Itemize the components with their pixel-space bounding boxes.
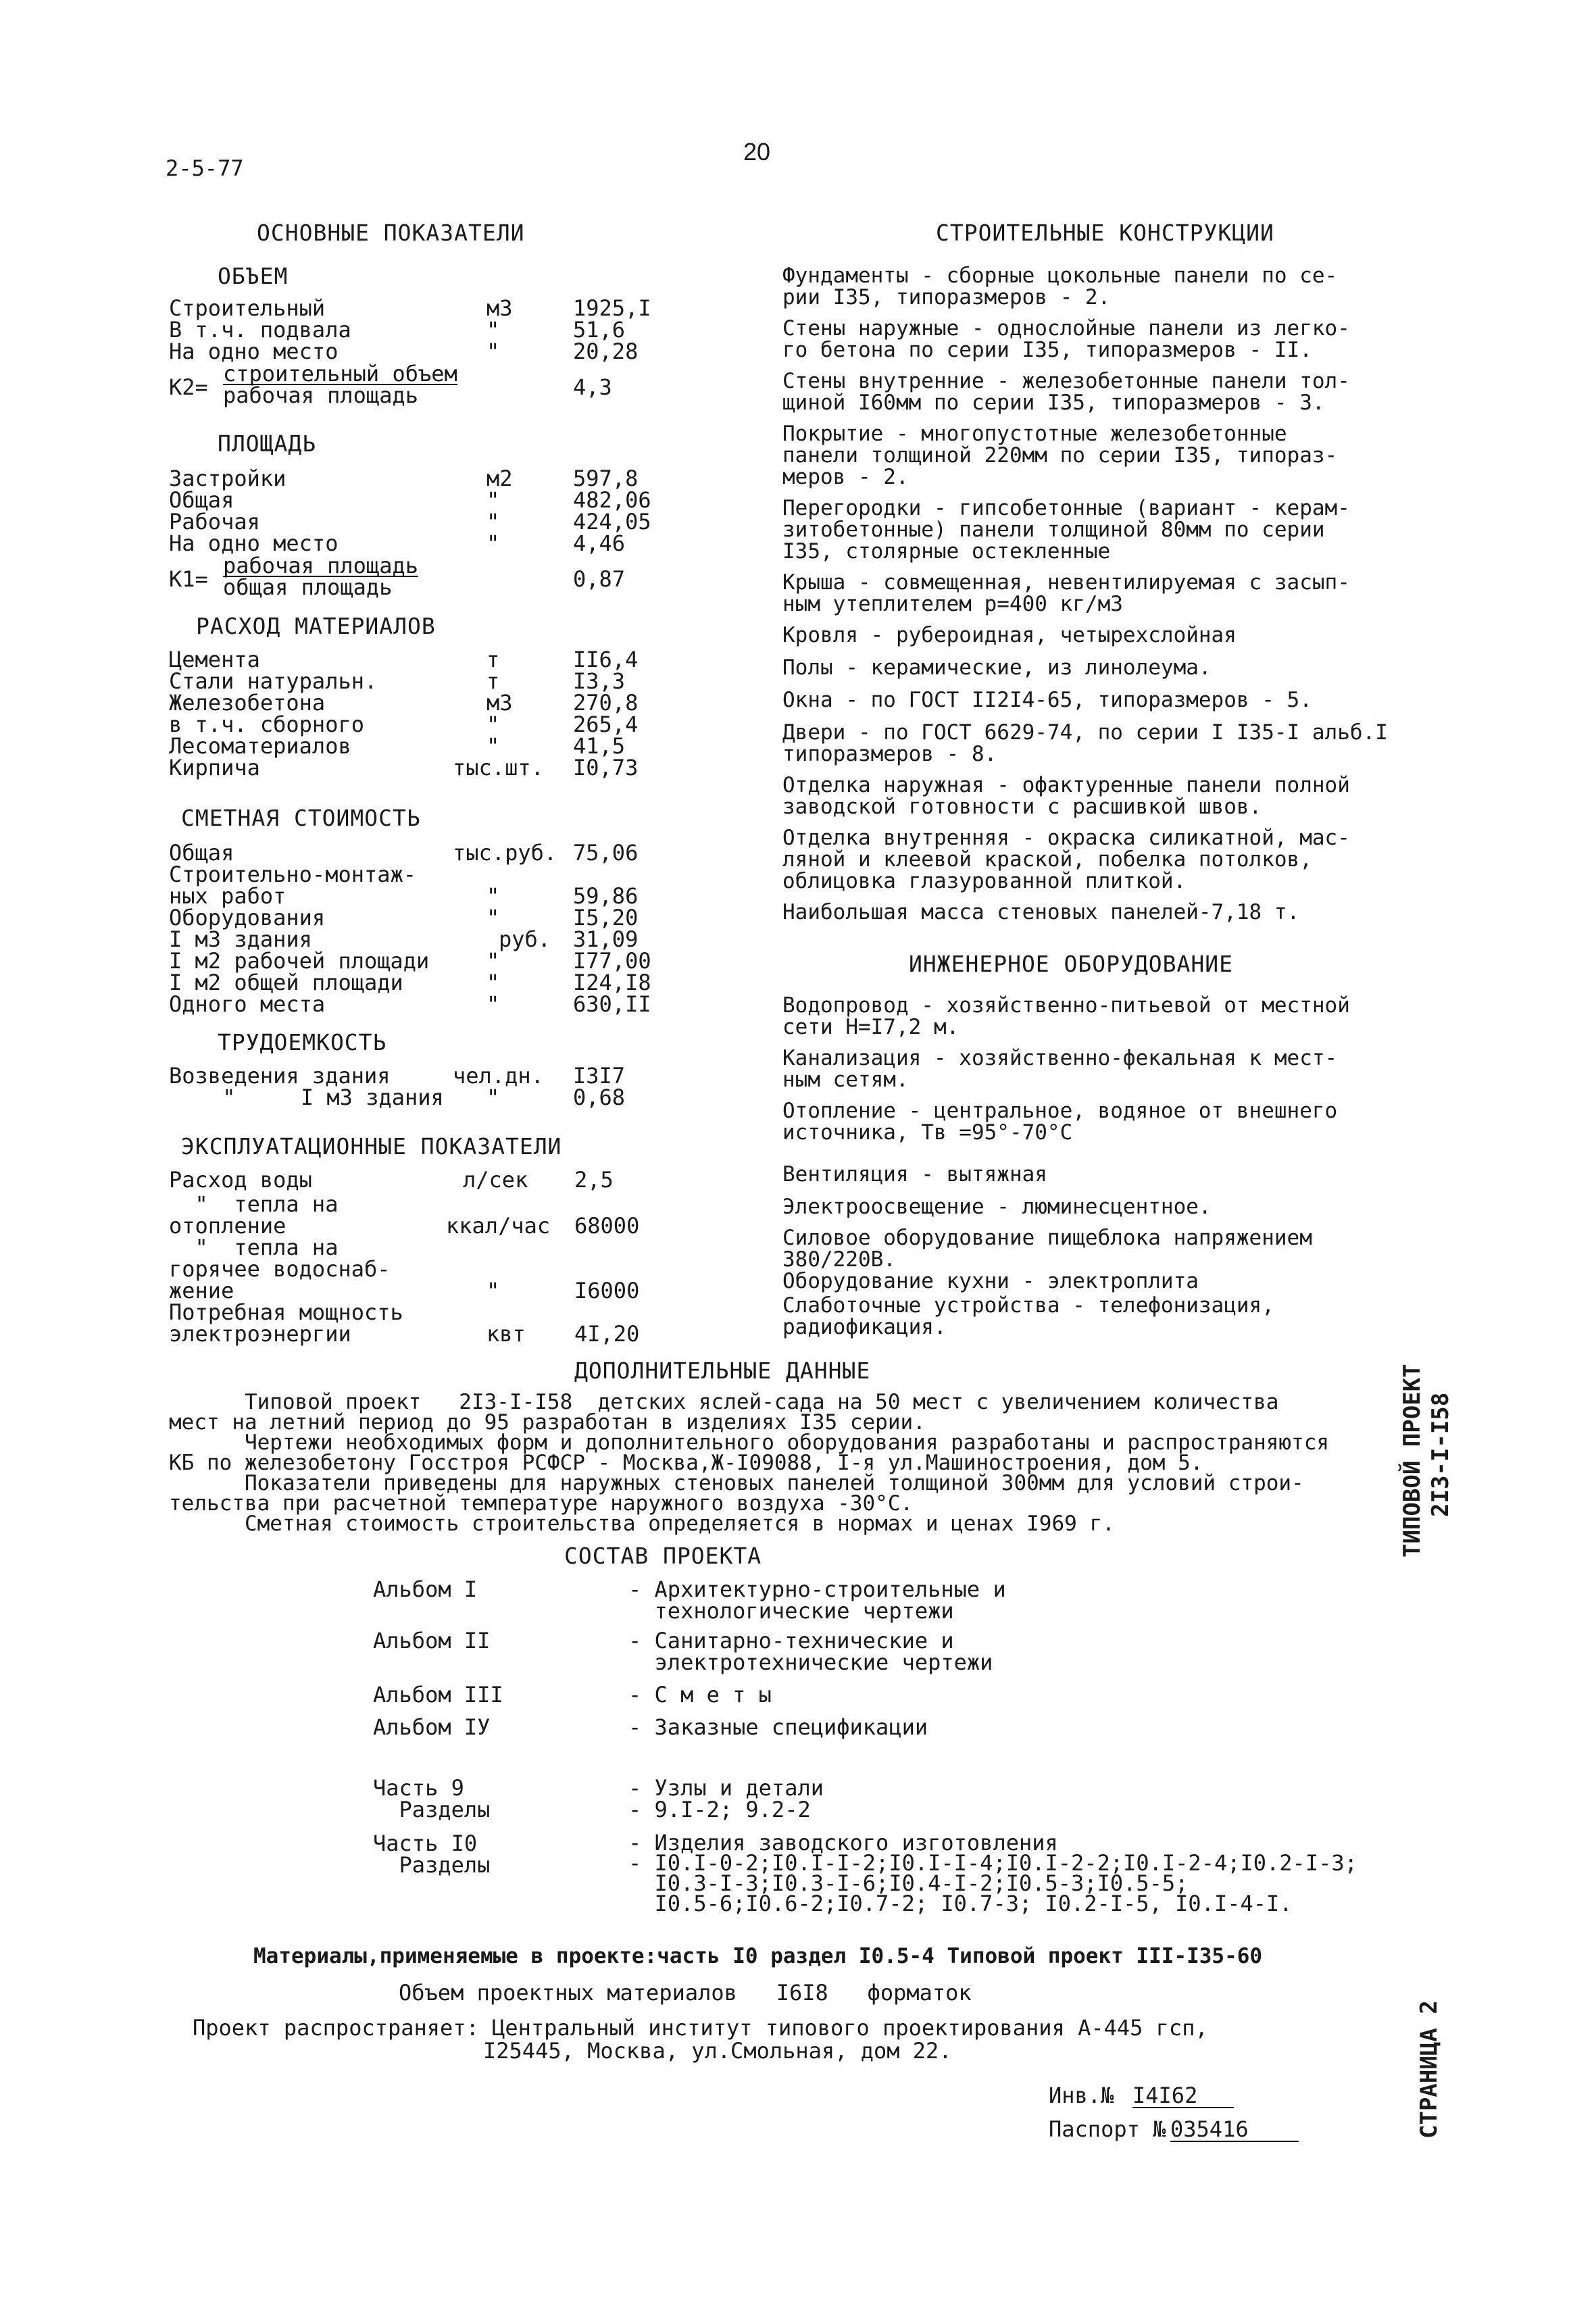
operation-row: " тепла на	[169, 1191, 339, 1217]
engineering-item: Электроосвещение - люминесцентное.	[782, 1195, 1212, 1219]
area-row: Застройки м2 597,8	[169, 466, 639, 491]
labor-row: " I м3 здания " 0,68	[209, 1085, 626, 1110]
side-project-title: ТИПОВОЙ ПРОЕКТ	[1399, 1364, 1426, 1558]
construction-item: Отделка внутренняя - окраска силикатной, мас- ляной и клеевой краской, побелка потолков, облицовка глазурованной плиткой.	[782, 826, 1350, 893]
labor-row: Возведения здания чел.дн. I3I7	[169, 1063, 626, 1089]
materials-used-line: Материалы,применяемые в проекте:часть I0 раздел I0.5-4 Типовой проект III-I35-60	[253, 1944, 1263, 1968]
engineering-item: Отопление - центральное, водяное от внешнего источника, Тв =95°-70°С	[782, 1099, 1338, 1145]
album-name: Альбом II	[373, 1628, 491, 1653]
distributor-line-2: I25445, Москва, ул.Смольная, дом 22.	[483, 2038, 952, 2064]
construction-item: Покрытие - многопустотные железобетонные панели толщиной 220мм по серии I35, типораз- меров - 2.	[782, 422, 1338, 489]
passport-label: Паспорт №	[1049, 2116, 1166, 2142]
operation-row: электроэнергии квт 4I,20	[169, 1321, 640, 1347]
additional-text: Типовой проект 2I3-I-I58 детских яслей-сада на 50 мест с увеличением количества мест на летний период до 95 разработан в изделиях I35 серии. Чертежи необходимых форм и дополнительного оборудования разработаны и распространяются КБ по железобетону Госстроя РСФСР - Москва,Ж-I09088, I-я ул.Машиностроения, дом 5. Показатели приведены для наружных стеновых панелей толщиной 300мм для условий строи- тельства при расчетной температуре наружного воздуха -30°С. Сметная стоимость строительства определяется в нормах и ценах I969 г.	[169, 1390, 1330, 1536]
album-name: Альбом I	[373, 1576, 478, 1602]
cost-row: Общая тыс.руб. 75,06	[169, 840, 639, 866]
materials-row: Цемента т II6,4	[169, 647, 639, 672]
cost-row: Строительно-монтаж-	[169, 862, 417, 887]
document-code: 2-5-77	[166, 155, 244, 181]
materials-title: РАСХОД МАТЕРИАЛОВ	[196, 613, 436, 639]
area-title: ПЛОЩАДЬ	[218, 430, 317, 457]
materials-row: Железобетона м3 270,8	[169, 690, 639, 716]
album-name: Альбом IУ	[373, 1714, 491, 1740]
volume-title: ОБЪЕМ	[218, 263, 289, 289]
album-name: Альбом III	[373, 1682, 503, 1708]
area-row: Рабочая " 424,05	[169, 509, 651, 534]
materials-row: Кирпича тыс.шт. I0,73	[169, 755, 639, 780]
construction-item: Кровля - рубероидная, четырехслойная	[782, 623, 1237, 647]
volume-row: В т.ч. подвала " 51,6	[169, 317, 626, 343]
volume-row: На одно место " 20,28	[169, 339, 639, 364]
part10-desc: - Изделия заводского изготовления - I0.I-0-2;I0.I-I-2;I0.I-I-4;I0.I-2-2;I0.I-2-4;I0.2-I-3; I0.3-I-3;I0.3-I-6;I0.4-I-2;I0.5-3;I0.5-5; I0.5-6;I0.6-2;I0.7-2; I0.7-3; I0.2-I-5, I0.I-4-I.	[628, 1830, 1357, 1916]
engineering-item: Слаботочные устройства - телефонизация, радиофикация.	[782, 1293, 1274, 1339]
cost-row: I м2 рабочей площади " I77,00	[169, 948, 651, 974]
construction-item: Стены внутренние - железобетонные панели тол- щиной I60мм по серии I35, типоразмеров - 3.	[782, 369, 1350, 415]
album-desc: - Заказные спецификации	[628, 1714, 928, 1740]
engineering-item: Оборудование кухни - электроплита	[782, 1269, 1199, 1293]
operation-row: Расход воды л/сек 2,5	[169, 1167, 614, 1193]
cost-row: I м2 общей площади " I24,I8	[169, 970, 651, 995]
operation-row: " тепла на	[169, 1235, 339, 1260]
volume-row: Строительный м3 1925,I	[169, 295, 651, 321]
album-desc: - Санитарно-технические и электротехнические чертежи	[628, 1628, 993, 1675]
construction-item: Крыша - совмещенная, невентилируемая с засып- ным утеплителем р=400 кг/м3	[782, 570, 1350, 616]
engineering-item: Водопровод - хозяйственно-питьевой от местной сети Н=I7,2 м.	[782, 993, 1350, 1039]
cost-title: СМЕТНАЯ СТОИМОСТЬ	[181, 805, 421, 831]
materials-row: Лесоматериалов " 41,5	[169, 733, 626, 759]
construction-item: Фундаменты - сборные цокольные панели по се- рии I35, типоразмеров - 2.	[782, 264, 1338, 309]
area-row: На одно место " 4,46	[169, 530, 626, 556]
part9-name: Часть 9 Разделы	[373, 1775, 491, 1822]
construction-item: Отделка наружная - офактуренные панели полной заводской готовности с расшивкой швов.	[782, 773, 1350, 819]
side-page-label: СТРАНИЦА 2	[1416, 2000, 1443, 2139]
construction-item: Двери - по ГОСТ 6629-74, по серии I I35-I альб.I типоразмеров - 8.	[782, 720, 1388, 766]
album-desc: - С м е т ы	[628, 1682, 772, 1708]
engineering-title: ИНЖЕНЕРНОЕ ОБОРУДОВАНИЕ	[909, 951, 1233, 977]
inventory-number: I4I62	[1132, 2084, 1234, 2108]
engineering-item: Вентиляция - вытяжная	[782, 1162, 1047, 1187]
volume-line: Объем проектных материалов I6I8 форматок	[399, 1980, 972, 2006]
k1-fraction: К1= рабочая площадь общая площадь 0,87	[169, 553, 626, 600]
area-row: Общая " 482,06	[169, 487, 651, 513]
materials-row: в т.ч. сборного " 265,4	[169, 712, 639, 737]
cost-row: I м3 здания руб. 31,09	[169, 926, 639, 952]
operation-row: Потребная мощность	[169, 1299, 403, 1325]
cost-row: Оборудования " I5,20	[169, 905, 639, 930]
engineering-item: Канализация - хозяйственно-фекальная к мест- ным сетям.	[782, 1046, 1338, 1092]
construction-item: Стены наружные - однослойные панели из легко- го бетона по серии I35, типоразмеров - II.	[782, 316, 1350, 362]
materials-row: Стали натуральн. т I3,3	[169, 668, 626, 694]
operation-row: горячее водоснаб-	[169, 1256, 391, 1282]
side-project-code: 2I3-I-I58	[1427, 1392, 1454, 1517]
k2-fraction: К2= строительный объем рабочая площадь 4,3	[169, 361, 612, 408]
page-number: 20	[743, 138, 771, 166]
operation-row: жение " I6000	[169, 1278, 640, 1303]
construction-item: Наибольшая масса стеновых панелей-7,18 т.	[782, 900, 1300, 924]
engineering-item: Силовое оборудование пищеблока напряжением 380/220В.	[782, 1226, 1312, 1272]
labor-title: ТРУДОЕМКОСТЬ	[218, 1029, 387, 1055]
construction-item: Окна - по ГОСТ II2I4-65, типоразмеров - 5.	[782, 688, 1312, 712]
main-indicators-title: ОСНОВНЫЕ ПОКАЗАТЕЛИ	[257, 220, 525, 246]
constructions-title: СТРОИТЕЛЬНЫЕ КОНСТРУКЦИИ	[936, 220, 1274, 246]
distributor-line-1: Проект распространяет: Центральный институт типового проектирования А-445 гсп,	[193, 2015, 1208, 2041]
cost-row: Одного места " 630,II	[169, 991, 651, 1017]
part10-name: Часть I0 Разделы	[373, 1831, 491, 1878]
cost-row: ных работ " 59,86	[169, 883, 639, 909]
construction-item: Перегородки - гипсобетонные (вариант - керам- зитобетонные) панели толщиной 80мм по серии I35, столярные остекленные	[782, 496, 1350, 564]
inventory-label: Инв.№	[1049, 2083, 1114, 2108]
operation-row: отопление ккал/час 68000	[169, 1213, 640, 1239]
passport-number: 035416	[1170, 2118, 1299, 2142]
operation-title: ЭКСПЛУАТАЦИОННЫЕ ПОКАЗАТЕЛИ	[181, 1133, 562, 1160]
additional-title: ДОПОЛНИТЕЛЬНЫЕ ДАННЫЕ	[574, 1358, 871, 1384]
composition-title: СОСТАВ ПРОЕКТА	[564, 1543, 762, 1569]
construction-item: Полы - керамические, из линолеума.	[782, 655, 1212, 680]
part9-desc: - Узлы и детали - 9.I-2; 9.2-2	[628, 1775, 824, 1822]
album-desc: - Архитектурно-строительные и технологические чертежи	[628, 1576, 1006, 1624]
